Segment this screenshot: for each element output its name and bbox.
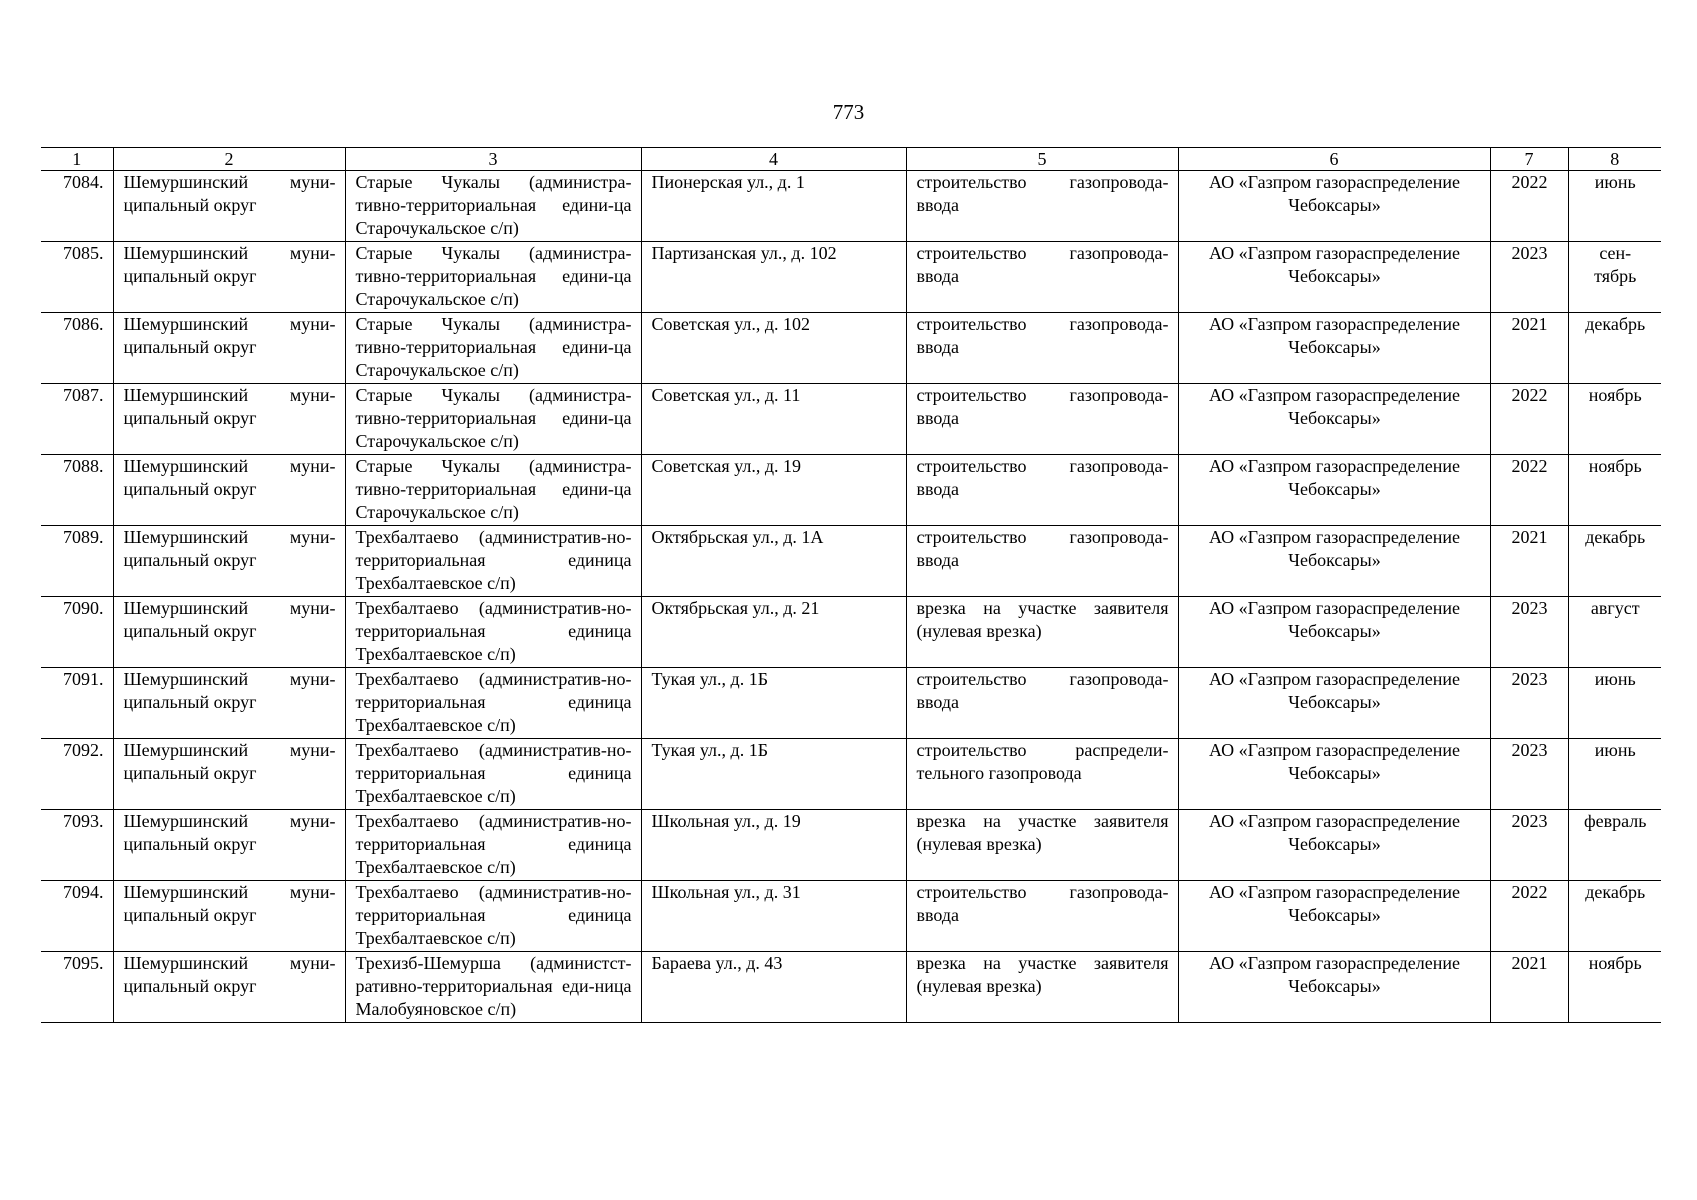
- header-row: [41, 148, 1661, 171]
- address-cell: Тукая ул., д. 1Б: [641, 668, 906, 739]
- column-header: 6: [1178, 148, 1490, 171]
- column-header: 5: [906, 148, 1178, 171]
- locality-cell: Старые Чукалы (администра-тивно-территориальная едини-ца Старочукальское с/п): [345, 313, 641, 384]
- work-type-cell: строительство газопровода-ввода: [906, 668, 1178, 739]
- work-type-cell: строительство распредели-тельного газопровода: [906, 739, 1178, 810]
- month-cell: ноябрь: [1568, 384, 1661, 455]
- table-row: [41, 881, 1661, 952]
- month-cell: февраль: [1568, 810, 1661, 881]
- row-number: 7085.: [41, 242, 113, 313]
- work-type-cell: строительство газопровода-ввода: [906, 384, 1178, 455]
- work-type-cell: строительство газопровода-ввода: [906, 242, 1178, 313]
- organization-cell: АО «Газпром газораспределение Чебоксары»: [1178, 739, 1490, 810]
- organization-cell: АО «Газпром газораспределение Чебоксары»: [1178, 313, 1490, 384]
- address-cell: Советская ул., д. 11: [641, 384, 906, 455]
- district-cell: Шемуршинский муни-ципальный округ: [113, 739, 345, 810]
- locality-cell: Старые Чукалы (администра-тивно-территориальная едини-ца Старочукальское с/п): [345, 242, 641, 313]
- table-row: [41, 952, 1661, 1023]
- work-type-cell: строительство газопровода-ввода: [906, 881, 1178, 952]
- locality-cell: Старые Чукалы (администра-тивно-территориальная едини-ца Старочукальское с/п): [345, 455, 641, 526]
- row-number: 7089.: [41, 526, 113, 597]
- table-row: [41, 597, 1661, 668]
- address-cell: Октябрьская ул., д. 21: [641, 597, 906, 668]
- organization-cell: АО «Газпром газораспределение Чебоксары»: [1178, 810, 1490, 881]
- row-number: 7095.: [41, 952, 113, 1023]
- organization-cell: АО «Газпром газораспределение Чебоксары»: [1178, 881, 1490, 952]
- locality-cell: Трехбалтаево (административ-но-территориальная единица Трехбалтаевское с/п): [345, 810, 641, 881]
- work-type-cell: строительство газопровода-ввода: [906, 171, 1178, 242]
- organization-cell: АО «Газпром газораспределение Чебоксары»: [1178, 952, 1490, 1023]
- table-row: [41, 810, 1661, 881]
- district-cell: Шемуршинский муни-ципальный округ: [113, 526, 345, 597]
- table-row: [41, 171, 1661, 242]
- month-cell: июнь: [1568, 668, 1661, 739]
- district-cell: Шемуршинский муни-ципальный округ: [113, 242, 345, 313]
- locality-cell: Старые Чукалы (администра-тивно-территориальная едини-ца Старочукальское с/п): [345, 384, 641, 455]
- year-cell: 2021: [1490, 952, 1568, 1023]
- work-type-cell: врезка на участке заявителя (нулевая врезка): [906, 810, 1178, 881]
- month-cell: сен-тябрь: [1568, 242, 1661, 313]
- month-cell: ноябрь: [1568, 455, 1661, 526]
- organization-cell: АО «Газпром газораспределение Чебоксары»: [1178, 668, 1490, 739]
- table-row: [41, 668, 1661, 739]
- table-row: [41, 455, 1661, 526]
- month-cell: июнь: [1568, 171, 1661, 242]
- organization-cell: АО «Газпром газораспределение Чебоксары»: [1178, 384, 1490, 455]
- address-cell: Тукая ул., д. 1Б: [641, 739, 906, 810]
- row-number: 7084.: [41, 171, 113, 242]
- page-number: 773: [832, 100, 865, 124]
- work-type-cell: строительство газопровода-ввода: [906, 455, 1178, 526]
- column-header: 4: [641, 148, 906, 171]
- row-number: 7093.: [41, 810, 113, 881]
- row-number: 7088.: [41, 455, 113, 526]
- year-cell: 2022: [1490, 455, 1568, 526]
- row-number: 7094.: [41, 881, 113, 952]
- month-cell: август: [1568, 597, 1661, 668]
- organization-cell: АО «Газпром газораспределение Чебоксары»: [1178, 242, 1490, 313]
- address-cell: Октябрьская ул., д. 1А: [641, 526, 906, 597]
- row-number: 7090.: [41, 597, 113, 668]
- organization-cell: АО «Газпром газораспределение Чебоксары»: [1178, 526, 1490, 597]
- locality-cell: Старые Чукалы (администра-тивно-территориальная едини-ца Старочукальское с/п): [345, 171, 641, 242]
- locality-cell: Трехбалтаево (административ-но-территориальная единица Трехбалтаевское с/п): [345, 881, 641, 952]
- work-type-cell: строительство газопровода-ввода: [906, 526, 1178, 597]
- table-row: [41, 739, 1661, 810]
- row-number: 7086.: [41, 313, 113, 384]
- year-cell: 2022: [1490, 384, 1568, 455]
- year-cell: 2022: [1490, 171, 1568, 242]
- column-header: 3: [345, 148, 641, 171]
- column-header: 8: [1568, 148, 1661, 171]
- locality-cell: Трехизб-Шемурша (администст-ративно-территориальная еди-ница Малобуяновское с/п): [345, 952, 641, 1023]
- year-cell: 2022: [1490, 881, 1568, 952]
- month-cell: ноябрь: [1568, 952, 1661, 1023]
- column-header: 2: [113, 148, 345, 171]
- year-cell: 2021: [1490, 313, 1568, 384]
- address-cell: Школьная ул., д. 31: [641, 881, 906, 952]
- month-cell: декабрь: [1568, 526, 1661, 597]
- column-header: 1: [41, 148, 113, 171]
- district-cell: Шемуршинский муни-ципальный округ: [113, 171, 345, 242]
- year-cell: 2021: [1490, 526, 1568, 597]
- organization-cell: АО «Газпром газораспределение Чебоксары»: [1178, 455, 1490, 526]
- locality-cell: Трехбалтаево (административ-но-территориальная единица Трехбалтаевское с/п): [345, 526, 641, 597]
- address-cell: Партизанская ул., д. 102: [641, 242, 906, 313]
- month-cell: июнь: [1568, 739, 1661, 810]
- row-number: 7087.: [41, 384, 113, 455]
- locality-cell: Трехбалтаево (административ-но-территориальная единица Трехбалтаевское с/п): [345, 597, 641, 668]
- district-cell: Шемуршинский муни-ципальный округ: [113, 881, 345, 952]
- month-cell: декабрь: [1568, 881, 1661, 952]
- table-row: [41, 384, 1661, 455]
- address-cell: Школьная ул., д. 19: [641, 810, 906, 881]
- work-type-cell: врезка на участке заявителя (нулевая врезка): [906, 597, 1178, 668]
- row-number: 7092.: [41, 739, 113, 810]
- month-cell: декабрь: [1568, 313, 1661, 384]
- registry-table: [41, 147, 1661, 1023]
- address-cell: Советская ул., д. 102: [641, 313, 906, 384]
- organization-cell: АО «Газпром газораспределение Чебоксары»: [1178, 171, 1490, 242]
- district-cell: Шемуршинский муни-ципальный округ: [113, 668, 345, 739]
- table-row: [41, 526, 1661, 597]
- row-number: 7091.: [41, 668, 113, 739]
- district-cell: Шемуршинский муни-ципальный округ: [113, 810, 345, 881]
- work-type-cell: строительство газопровода-ввода: [906, 313, 1178, 384]
- year-cell: 2023: [1490, 810, 1568, 881]
- column-header: 7: [1490, 148, 1568, 171]
- organization-cell: АО «Газпром газораспределение Чебоксары»: [1178, 597, 1490, 668]
- locality-cell: Трехбалтаево (административ-но-территориальная единица Трехбалтаевское с/п): [345, 668, 641, 739]
- year-cell: 2023: [1490, 242, 1568, 313]
- address-cell: Пионерская ул., д. 1: [641, 171, 906, 242]
- district-cell: Шемуршинский муни-ципальный округ: [113, 597, 345, 668]
- district-cell: Шемуршинский муни-ципальный округ: [113, 952, 345, 1023]
- year-cell: 2023: [1490, 739, 1568, 810]
- year-cell: 2023: [1490, 668, 1568, 739]
- locality-cell: Трехбалтаево (административ-но-территориальная единица Трехбалтаевское с/п): [345, 739, 641, 810]
- district-cell: Шемуршинский муни-ципальный округ: [113, 313, 345, 384]
- address-cell: Советская ул., д. 19: [641, 455, 906, 526]
- table-row: [41, 242, 1661, 313]
- work-type-cell: врезка на участке заявителя (нулевая врезка): [906, 952, 1178, 1023]
- district-cell: Шемуршинский муни-ципальный округ: [113, 384, 345, 455]
- address-cell: Бараева ул., д. 43: [641, 952, 906, 1023]
- district-cell: Шемуршинский муни-ципальный округ: [113, 455, 345, 526]
- year-cell: 2023: [1490, 597, 1568, 668]
- table-row: [41, 313, 1661, 384]
